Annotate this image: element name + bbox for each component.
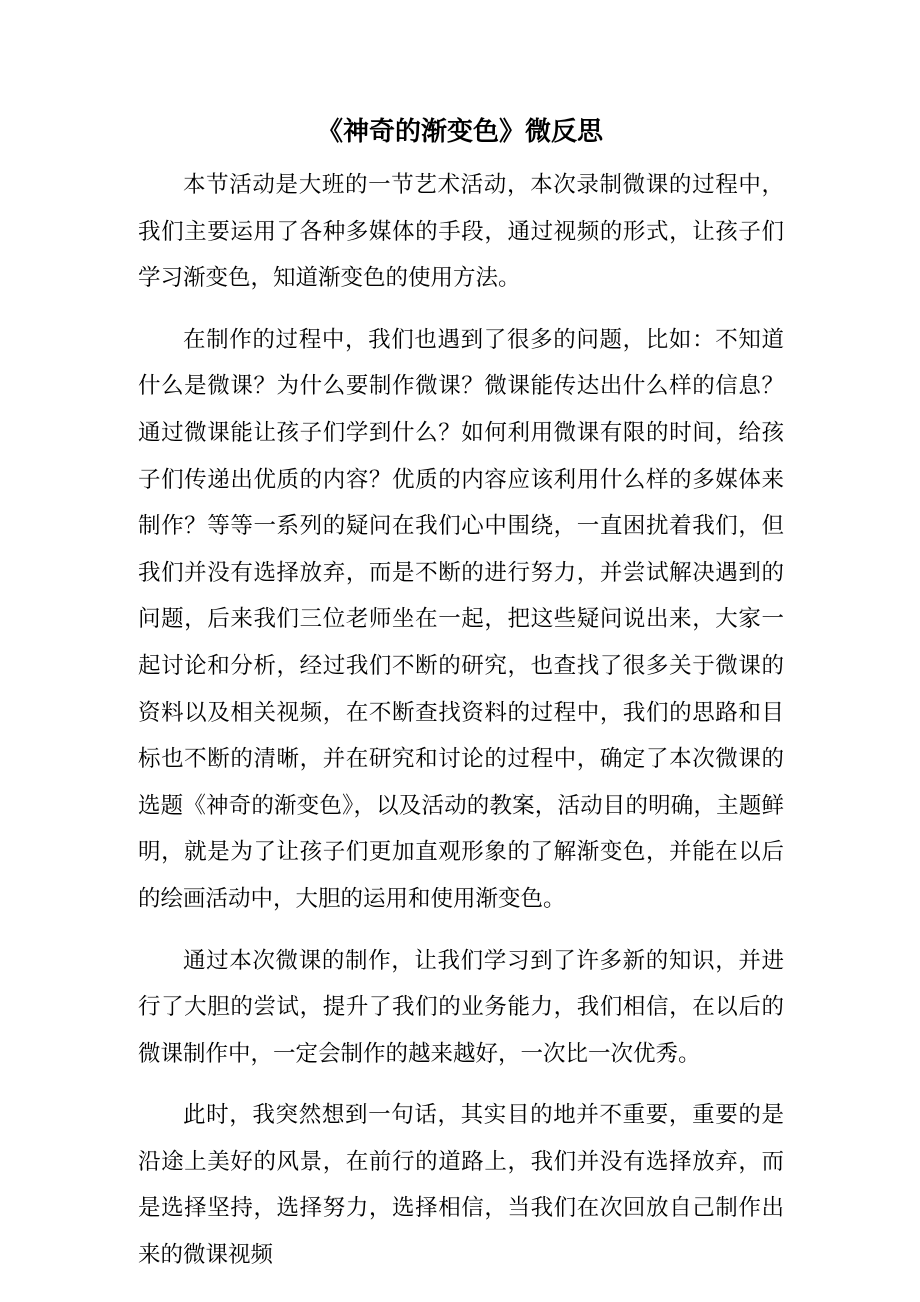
paragraph-2: 在制作的过程中，我们也遇到了很多的问题，比如：不知道什么是微课？为什么要制作微课？微课能传达出什么样的信息？通过微课能让孩子们学到什么？如何利用微课有限的时间，给孩子们传递出优质的内容？优质的内容应该利用什么样的多媒体来制作？等等一系列的疑问在我们心中围绕，一直困扰着我们，但我们并没有选择放弃，而是不断的进行努力，并尝试解决遇到的问题，后来我们三位老师坐在一起，把这些疑问说出来，大家一起讨论和分析，经过我们不断的研究，也查找了很多关于微课的资料以及相关视频，在不断查找资料的过程中，我们的思路和目标也不断的清晰，并在研究和讨论的过程中，确定了本次微课的选题《神奇的渐变色》，以及活动的教案，活动目的明确，主题鲜明，就是为了让孩子们更加直观形象的了解渐变色，并能在以后的绘画活动中，大胆的运用和使用渐变色。 xyxy=(138,326,784,912)
document-body xyxy=(138,162,784,1294)
paragraph-4: 此时，我突然想到一句话，其实目的地并不重要，重要的是沿途上美好的风景，在前行的道路上，我们并没有选择放弃，而是选择坚持，选择努力，选择相信，当我们在次回放自己制作出来的微课视频 xyxy=(138,1102,784,1269)
paragraph-1: 本节活动是大班的一节艺术活动，本次录制微课的过程中，我们主要运用了各种多媒体的手段，通过视频的形式，让孩子们学习渐变色，知道渐变色的使用方法。 xyxy=(138,172,784,292)
document-title: 《神奇的渐变色》微反思 xyxy=(316,117,603,147)
paragraph-3: 通过本次微课的制作，让我们学习到了许多新的知识，并进行了大胆的尝试，提升了我们的业务能力，我们相信，在以后的微课制作中，一定会制作的越来越好，一次比一次优秀。 xyxy=(138,947,784,1067)
